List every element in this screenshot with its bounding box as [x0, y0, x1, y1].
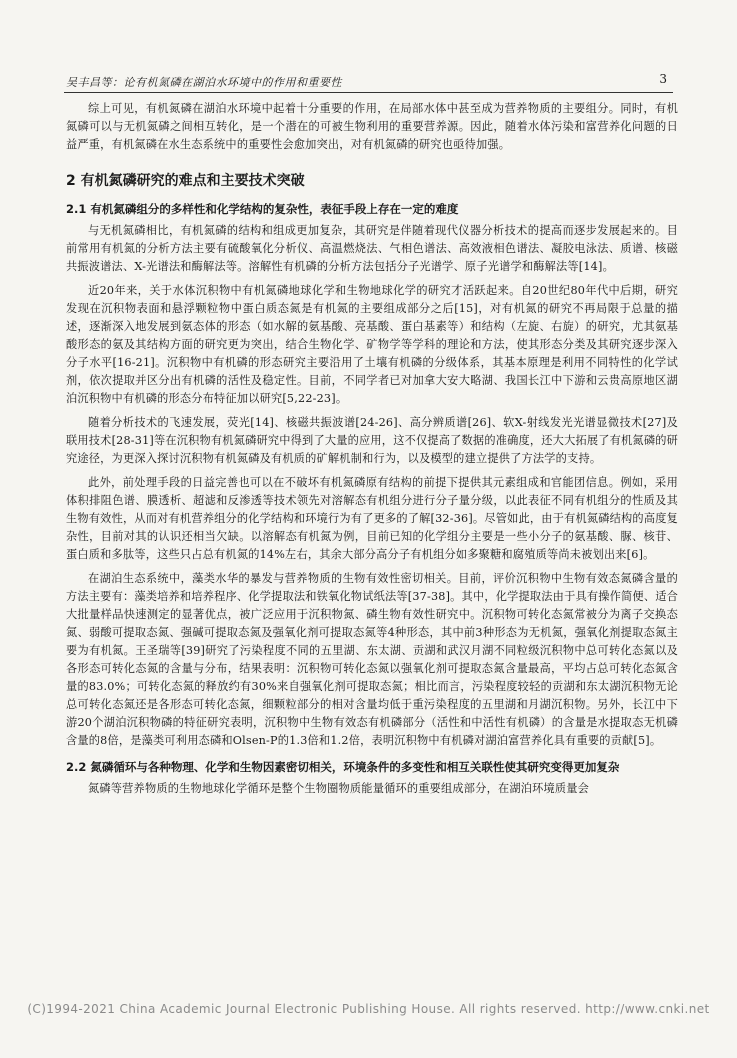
section-heading: 2 有机氮磷研究的难点和主要技术突破	[66, 173, 305, 189]
intro-paragraph: 综上可见，有机氮磷在湖泊水环境中起着十分重要的作用，在局部水体中甚至成为营养物质的主要组分。同时，有机氮磷可以与无机氮磷之间相互转化，是一个潜在的可被生物利用的重要营养源。因此，随着水体污染和富营养化问题的日益严重，有机氮磷在水生态系统中的重要性会愈加突出，对有机氮磷的研究也亟待加强。	[66, 102, 678, 151]
body-paragraph: 近20年来，关于水体沉积物中有机氮磷地球化学和生物地球化学的研究才活跃起来。自20世纪80年代中后期，研究发现在沉积物表面和悬浮颗粒物中蛋白质态氮是有机氮的主要组成部分之后[15]，对有机氮的研究不再局限于总量的描述，逐渐深入地发展到氨态体的形态（如水解的氨基酸、亮基酸、蛋白基素等）和结构（左旋、右旋）的研究，尤其氨基酸形态的氨及其结构方面的研究更为突出，结合生物化学、矿物学等学科的理论和方法，使其形态分类及其研究逐步深入分子水平[16-21]。沉积物中有机磷的形态研究主要沿用了土壤有机磷的分级体系，其基本原理是利用不同特性的化学试剂，依次提取并区分出有机磷的活性及稳定性。目前，不同学者已对加拿大安大略湖、我国长江中下游和云贵高原地区湖泊沉积物中有机磷的形态分布特征加以研究[5,22-23]。	[66, 284, 678, 405]
running-header	[64, 72, 673, 93]
article-body	[66, 100, 678, 798]
copyright-footer: (C)1994-2021 China Academic Journal Electronic Publishing House. All rights reserved. http://www.cnki.net	[27, 1002, 710, 1016]
subsection-heading: 2.1 有机氮磷组分的多样性和化学结构的复杂性，表征手段上存在一定的难度	[66, 202, 459, 216]
subsection-heading: 2.2 氮磷循环与各种物理、化学和生物因素密切相关，环境条件的多变性和相互关联性使其研究变得更加复杂	[66, 760, 620, 774]
page-number: 3	[659, 72, 667, 86]
body-paragraph: 在湖泊生态系统中，藻类水华的暴发与营养物质的生物有效性密切相关。目前，评价沉积物中生物有效态氮磷含量的方法主要有：藻类培养和培养程序、化学提取法和铁氧化物试纸法等[37-38]。其中，化学提取法由于具有操作简便、适合大批量样品快速测定的显著优点，被广泛应用于沉积物氮、磷生物有效性研究中。沉积物可转化态氮常被分为离子交换态氮、弱酸可提取态氮、强碱可提取态氮及强氧化剂可提取态氮等4种形态，其中前3种形态为无机氮，强氧化剂提取态氮主要为有机氮。王圣瑞等[39]研究了污染程度不同的五里湖、东太湖、贡湖和武汉月湖不同粒级沉积物中总可转化态氮以及各形态可转化态氮的含量与分布，结果表明：沉积物可转化态氮以强氧化剂可提取态氮含量最高，平均占总可转化态氮含量的83.0%；可转化态氮的释放约有30%来自强氧化剂可提取态氮；相比而言，污染程度较轻的贡湖和东太湖沉积物无论总可转化态氮还是各形态可转化态氮，细颗粒部分的相对含量均低于重污染程度的五里湖和月湖沉积物。另外，长江中下游20个湖泊沉积物磷的特征研究表明，沉积物中生物有效态有机磷部分（活性和中活性有机磷）的含量是水提取态无机磷含量的8倍，是藻类可利用态磷和Olsen-P的1.3倍和1.2倍，表明沉积物中有机磷对湖泊富营养化具有重要的贡献[5]。	[66, 572, 678, 747]
body-paragraph: 氮磷等营养物质的生物地球化学循环是整个生物圈物质能量循环的重要组成部分，在湖泊环境质量会	[88, 782, 590, 795]
running-header-title: 吴丰昌等：论有机氮磷在湖泊水环境中的作用和重要性	[66, 76, 342, 89]
body-paragraph: 此外，前处理手段的日益完善也可以在不破坏有机氮磷原有结构的前提下提供其元素组成和官能团信息。例如，采用体积排阻色谱、膜透析、超滤和反渗透等技术领先对溶解态有机组分进行分子量分级，以此表征不同有机组分的性质及其生物有效性，从而对有机营养组分的化学结构和环境行为有了更多的了解[32-36]。尽管如此，由于有机氮磷结构的高度复杂性，目前对其的认识还相当欠缺。以溶解态有机氮为例，目前已知的化学组分主要是一些小分子的氨基酸、脲、核苷、蛋白质和多肽等，这些只占总有机氮的14%左右，其余大部分高分子有机组分如多聚糖和腐殖质等尚未被划出来[6]。	[66, 476, 678, 561]
body-paragraph: 与无机氮磷相比，有机氮磷的结构和组成更加复杂，其研究是伴随着现代仪器分析技术的提高而逐步发展起来的。目前常用有机氮的分析方法主要有硫酸氧化分析仪、高温燃烧法、气相色谱法、高效液相色谱法、凝胶电泳法、质谱、核磁共振波谱法、X-光谱法和酶解法等。溶解性有机磷的分析方法包括分子光谱学、原子光谱学和酶解法等[14]。	[66, 224, 678, 273]
body-paragraph: 随着分析技术的飞速发展，荧光[14]、核磁共振波谱[24-26]、高分辨质谱[26]、软X-射线发光光谱显微技术[27]及联用技术[28-31]等在沉积物有机氮磷研究中得到了大量的应用，这不仅提高了数据的准确度，还大大拓展了有机氮磷的研究途径，为更深入探讨沉积物有机氮磷及有机质的矿解机制和行为，以及模型的建立提供了方法学的支持。	[66, 416, 678, 465]
